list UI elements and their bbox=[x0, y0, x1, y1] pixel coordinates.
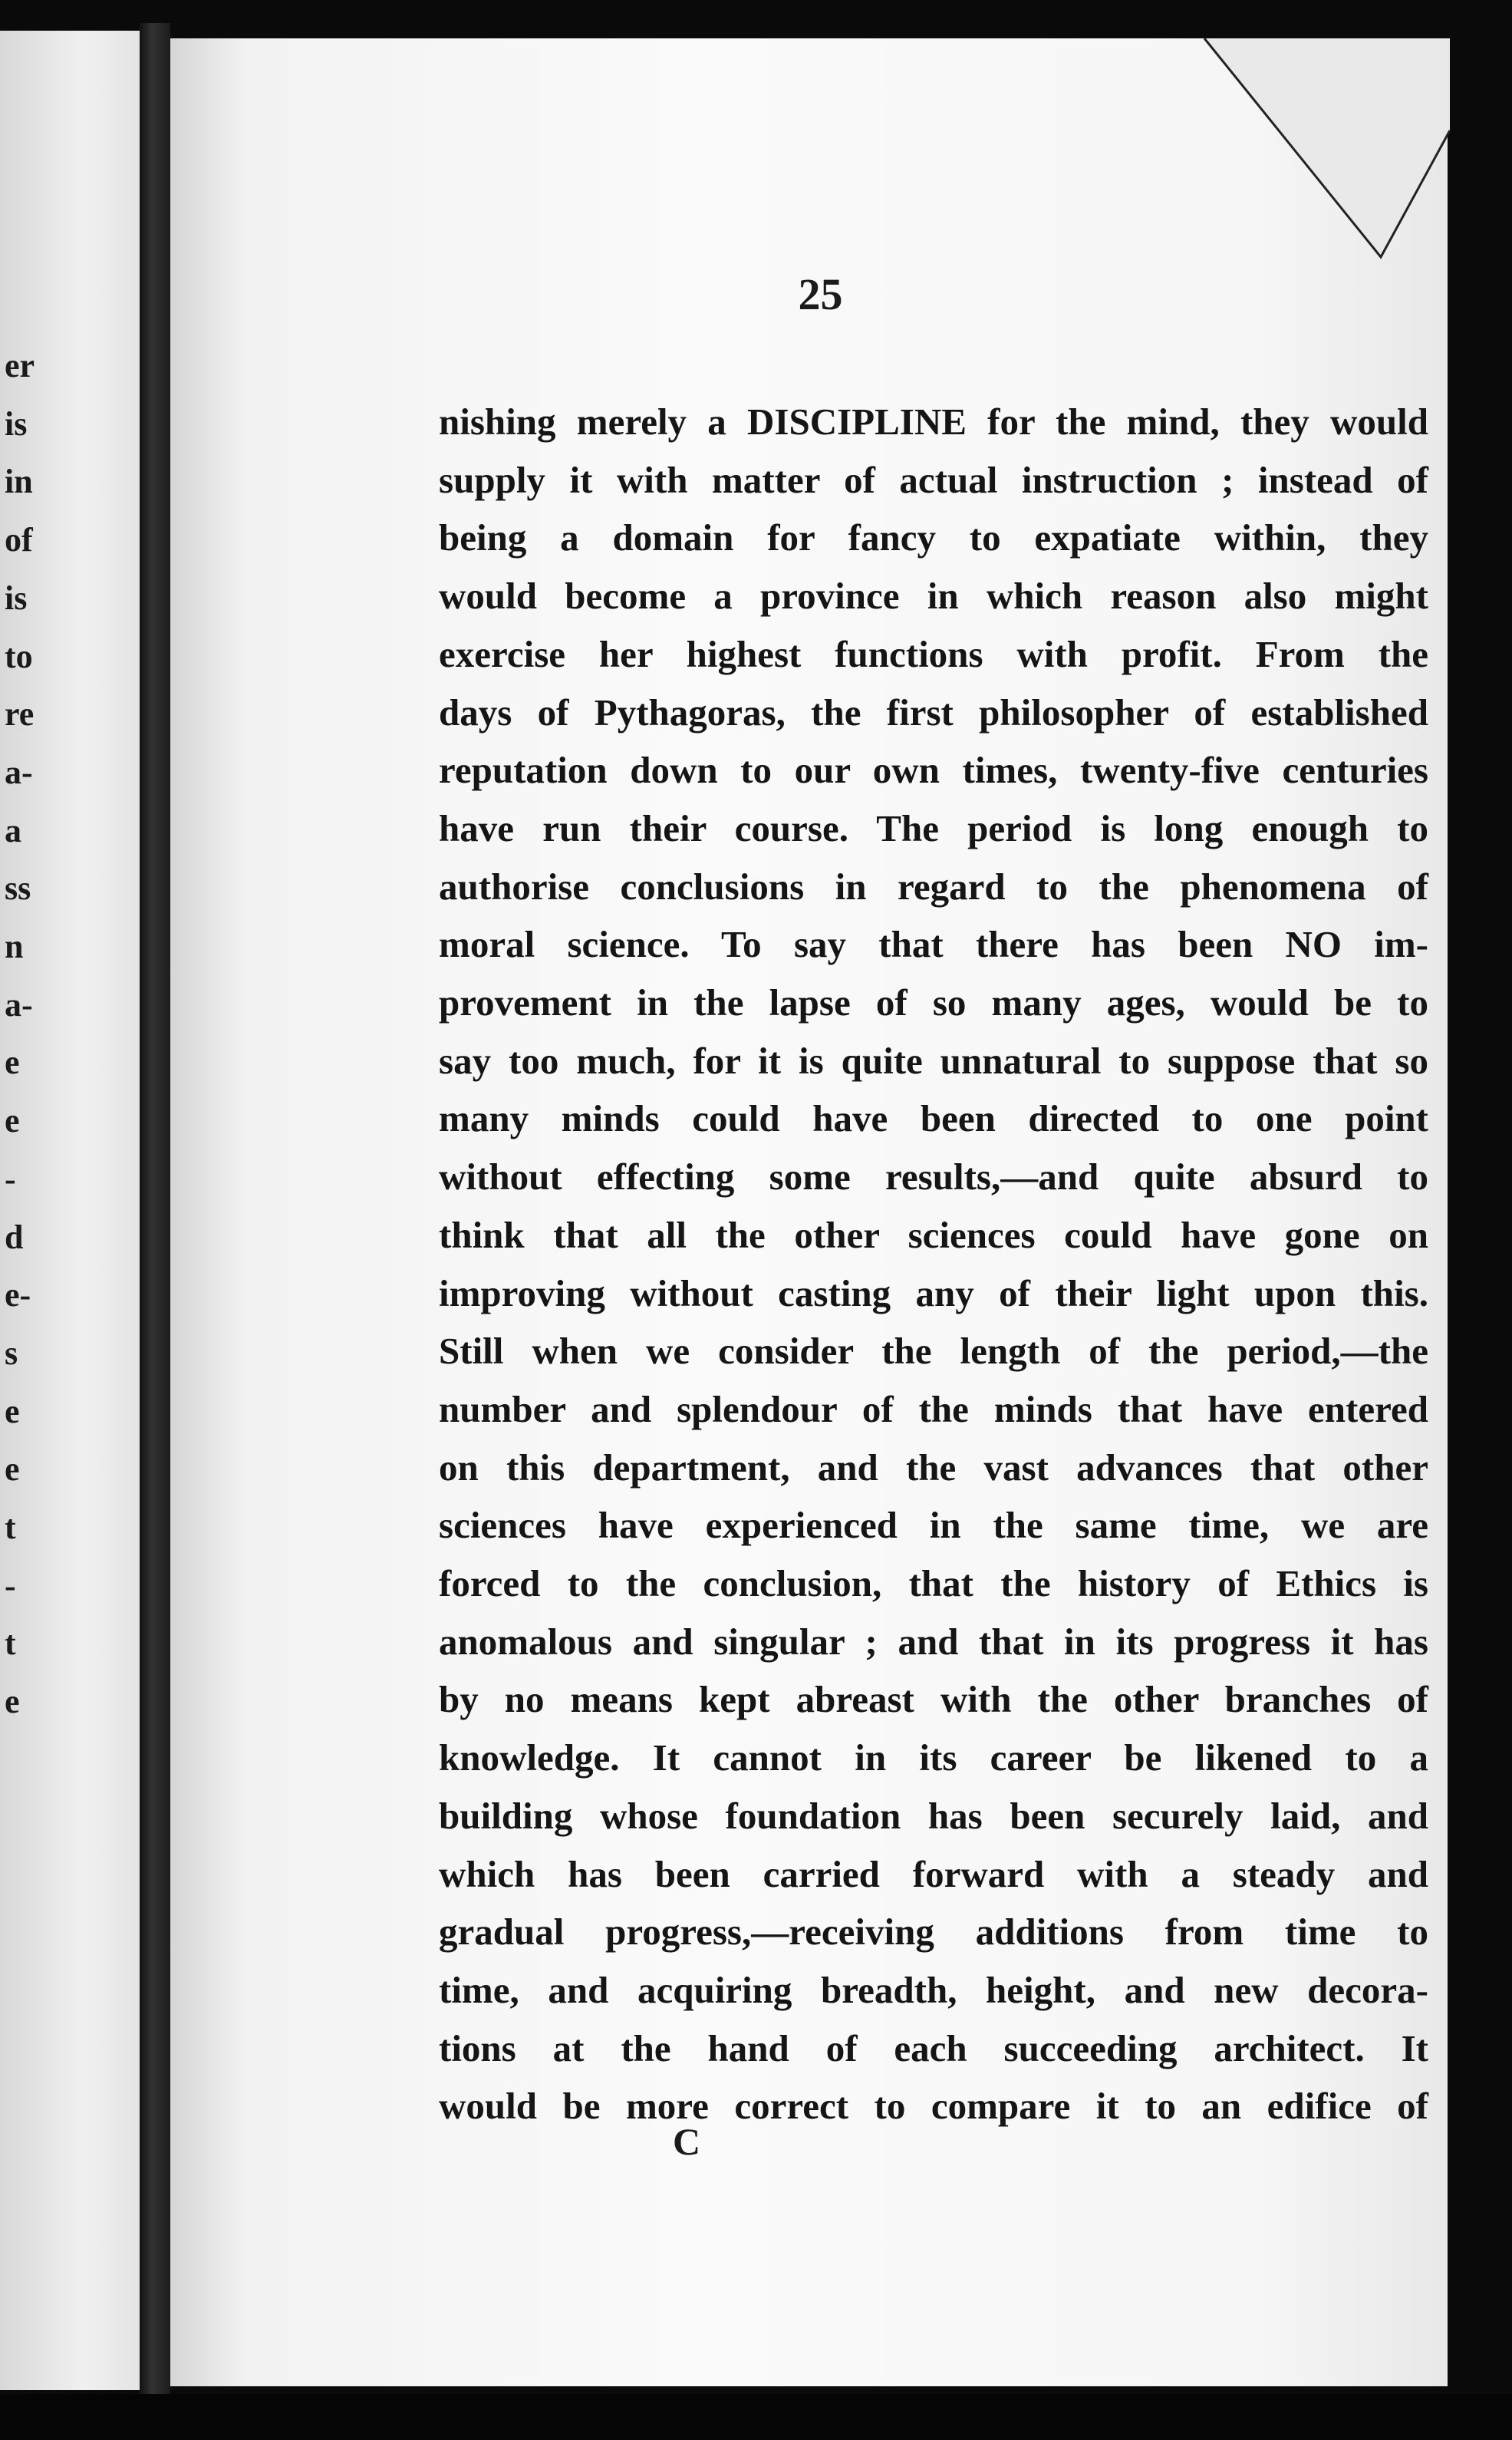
text-line: Still when we consider the length of the period,—the bbox=[439, 1330, 1428, 1373]
text-line: would be more correct to compare it to an edifice of bbox=[439, 2085, 1428, 2128]
text-line: gradual progress,—receiving additions from time to bbox=[439, 1911, 1428, 1954]
facing-page-fragment: a- bbox=[5, 753, 33, 791]
facing-page-fragment: e- bbox=[5, 1276, 31, 1314]
text-line: say too much, for it is quite unnatural to suppose that so bbox=[439, 1039, 1428, 1082]
text-line: supply it with matter of actual instruction ; instead of bbox=[439, 458, 1428, 501]
facing-page-fragment: - bbox=[5, 1159, 16, 1198]
text-line: tions at the hand of each succeeding architect. It bbox=[439, 2026, 1428, 2069]
body-text bbox=[439, 393, 1428, 2135]
facing-page-fragment: a- bbox=[5, 985, 33, 1024]
text-line: authorise conclusions in regard to the phenomena of bbox=[439, 865, 1428, 908]
facing-page-fragment: n bbox=[5, 928, 24, 965]
text-line: provement in the lapse of so many ages, would be to bbox=[439, 981, 1428, 1024]
facing-page-fragment: s bbox=[5, 1334, 18, 1372]
text-line: on this department, and the vast advances that other bbox=[439, 1446, 1428, 1489]
facing-page-fragment: t bbox=[5, 1509, 16, 1546]
facing-page-fragment: d bbox=[5, 1218, 24, 1256]
scan-bottom-edge bbox=[0, 2394, 1512, 2440]
text-line: sciences have experienced in the same time, we are bbox=[439, 1504, 1428, 1547]
facing-page-fragment: is bbox=[5, 404, 28, 443]
facing-page-fragment: - bbox=[5, 1566, 16, 1604]
text-line: forced to the conclusion, that the history of Ethics is bbox=[439, 1562, 1428, 1605]
text-line: anomalous and singular ; and that in its progress it has bbox=[439, 1620, 1428, 1663]
text-line: nishing merely a DISCIPLINE for the mind, they would bbox=[439, 401, 1428, 443]
text-line: by no means kept abreast with the other branches of bbox=[439, 1678, 1428, 1721]
text-line: improving without casting any of their light upon this. bbox=[439, 1271, 1428, 1314]
text-line: number and splendour of the minds that have entered bbox=[439, 1387, 1428, 1430]
facing-page-fragment: of bbox=[5, 521, 33, 559]
signature-mark: C bbox=[673, 2120, 701, 2163]
text-line: time, and acquiring breadth, height, and new decora- bbox=[439, 1968, 1428, 2011]
facing-page-fragment: in bbox=[5, 463, 33, 501]
text-line: building whose foundation has been securely laid, and bbox=[439, 1794, 1428, 1837]
previous-page-edge bbox=[0, 31, 140, 2390]
facing-page-fragment: e bbox=[5, 1683, 20, 1721]
text-line: without effecting some results,—and quite absurd to bbox=[439, 1156, 1428, 1199]
facing-page-fragment: re bbox=[5, 695, 35, 734]
page-number: 25 bbox=[798, 269, 843, 319]
folded-corner bbox=[1174, 38, 1450, 269]
text-line: think that all the other sciences could have gone on bbox=[439, 1213, 1428, 1256]
facing-page-fragment: e bbox=[5, 1044, 20, 1082]
facing-page-fragment: ss bbox=[5, 869, 31, 908]
text-line: exercise her highest functions with profit. From the bbox=[439, 632, 1428, 675]
facing-page-fragment: a bbox=[5, 811, 21, 849]
text-line: moral science. To say that there has been NO im- bbox=[439, 923, 1428, 966]
text-line: many minds could have been directed to one point bbox=[439, 1097, 1428, 1140]
text-line: reputation down to our own times, twenty-five centuries bbox=[439, 749, 1428, 792]
facing-page-fragment: to bbox=[5, 637, 33, 675]
book-gutter bbox=[140, 23, 170, 2394]
text-line: being a domain for fancy to expatiate within, they bbox=[439, 516, 1428, 559]
text-line: would become a province in which reason also might bbox=[439, 575, 1428, 618]
text-line: days of Pythagoras, the first philosopher of established bbox=[439, 691, 1428, 734]
facing-page-fragment: e bbox=[5, 1102, 20, 1140]
facing-page-fragment: er bbox=[5, 347, 35, 384]
book-page bbox=[170, 38, 1448, 2386]
text-line: which has been carried forward with a steady and bbox=[439, 1852, 1428, 1895]
text-line: knowledge. It cannot in its career be likened to a bbox=[439, 1736, 1428, 1779]
facing-page-fragment: t bbox=[5, 1624, 16, 1663]
facing-page-fragment: is bbox=[5, 579, 28, 617]
facing-page-fragment: e bbox=[5, 1450, 20, 1489]
facing-page-fragment: e bbox=[5, 1392, 20, 1430]
text-line: have run their course. The period is long enough to bbox=[439, 806, 1428, 849]
